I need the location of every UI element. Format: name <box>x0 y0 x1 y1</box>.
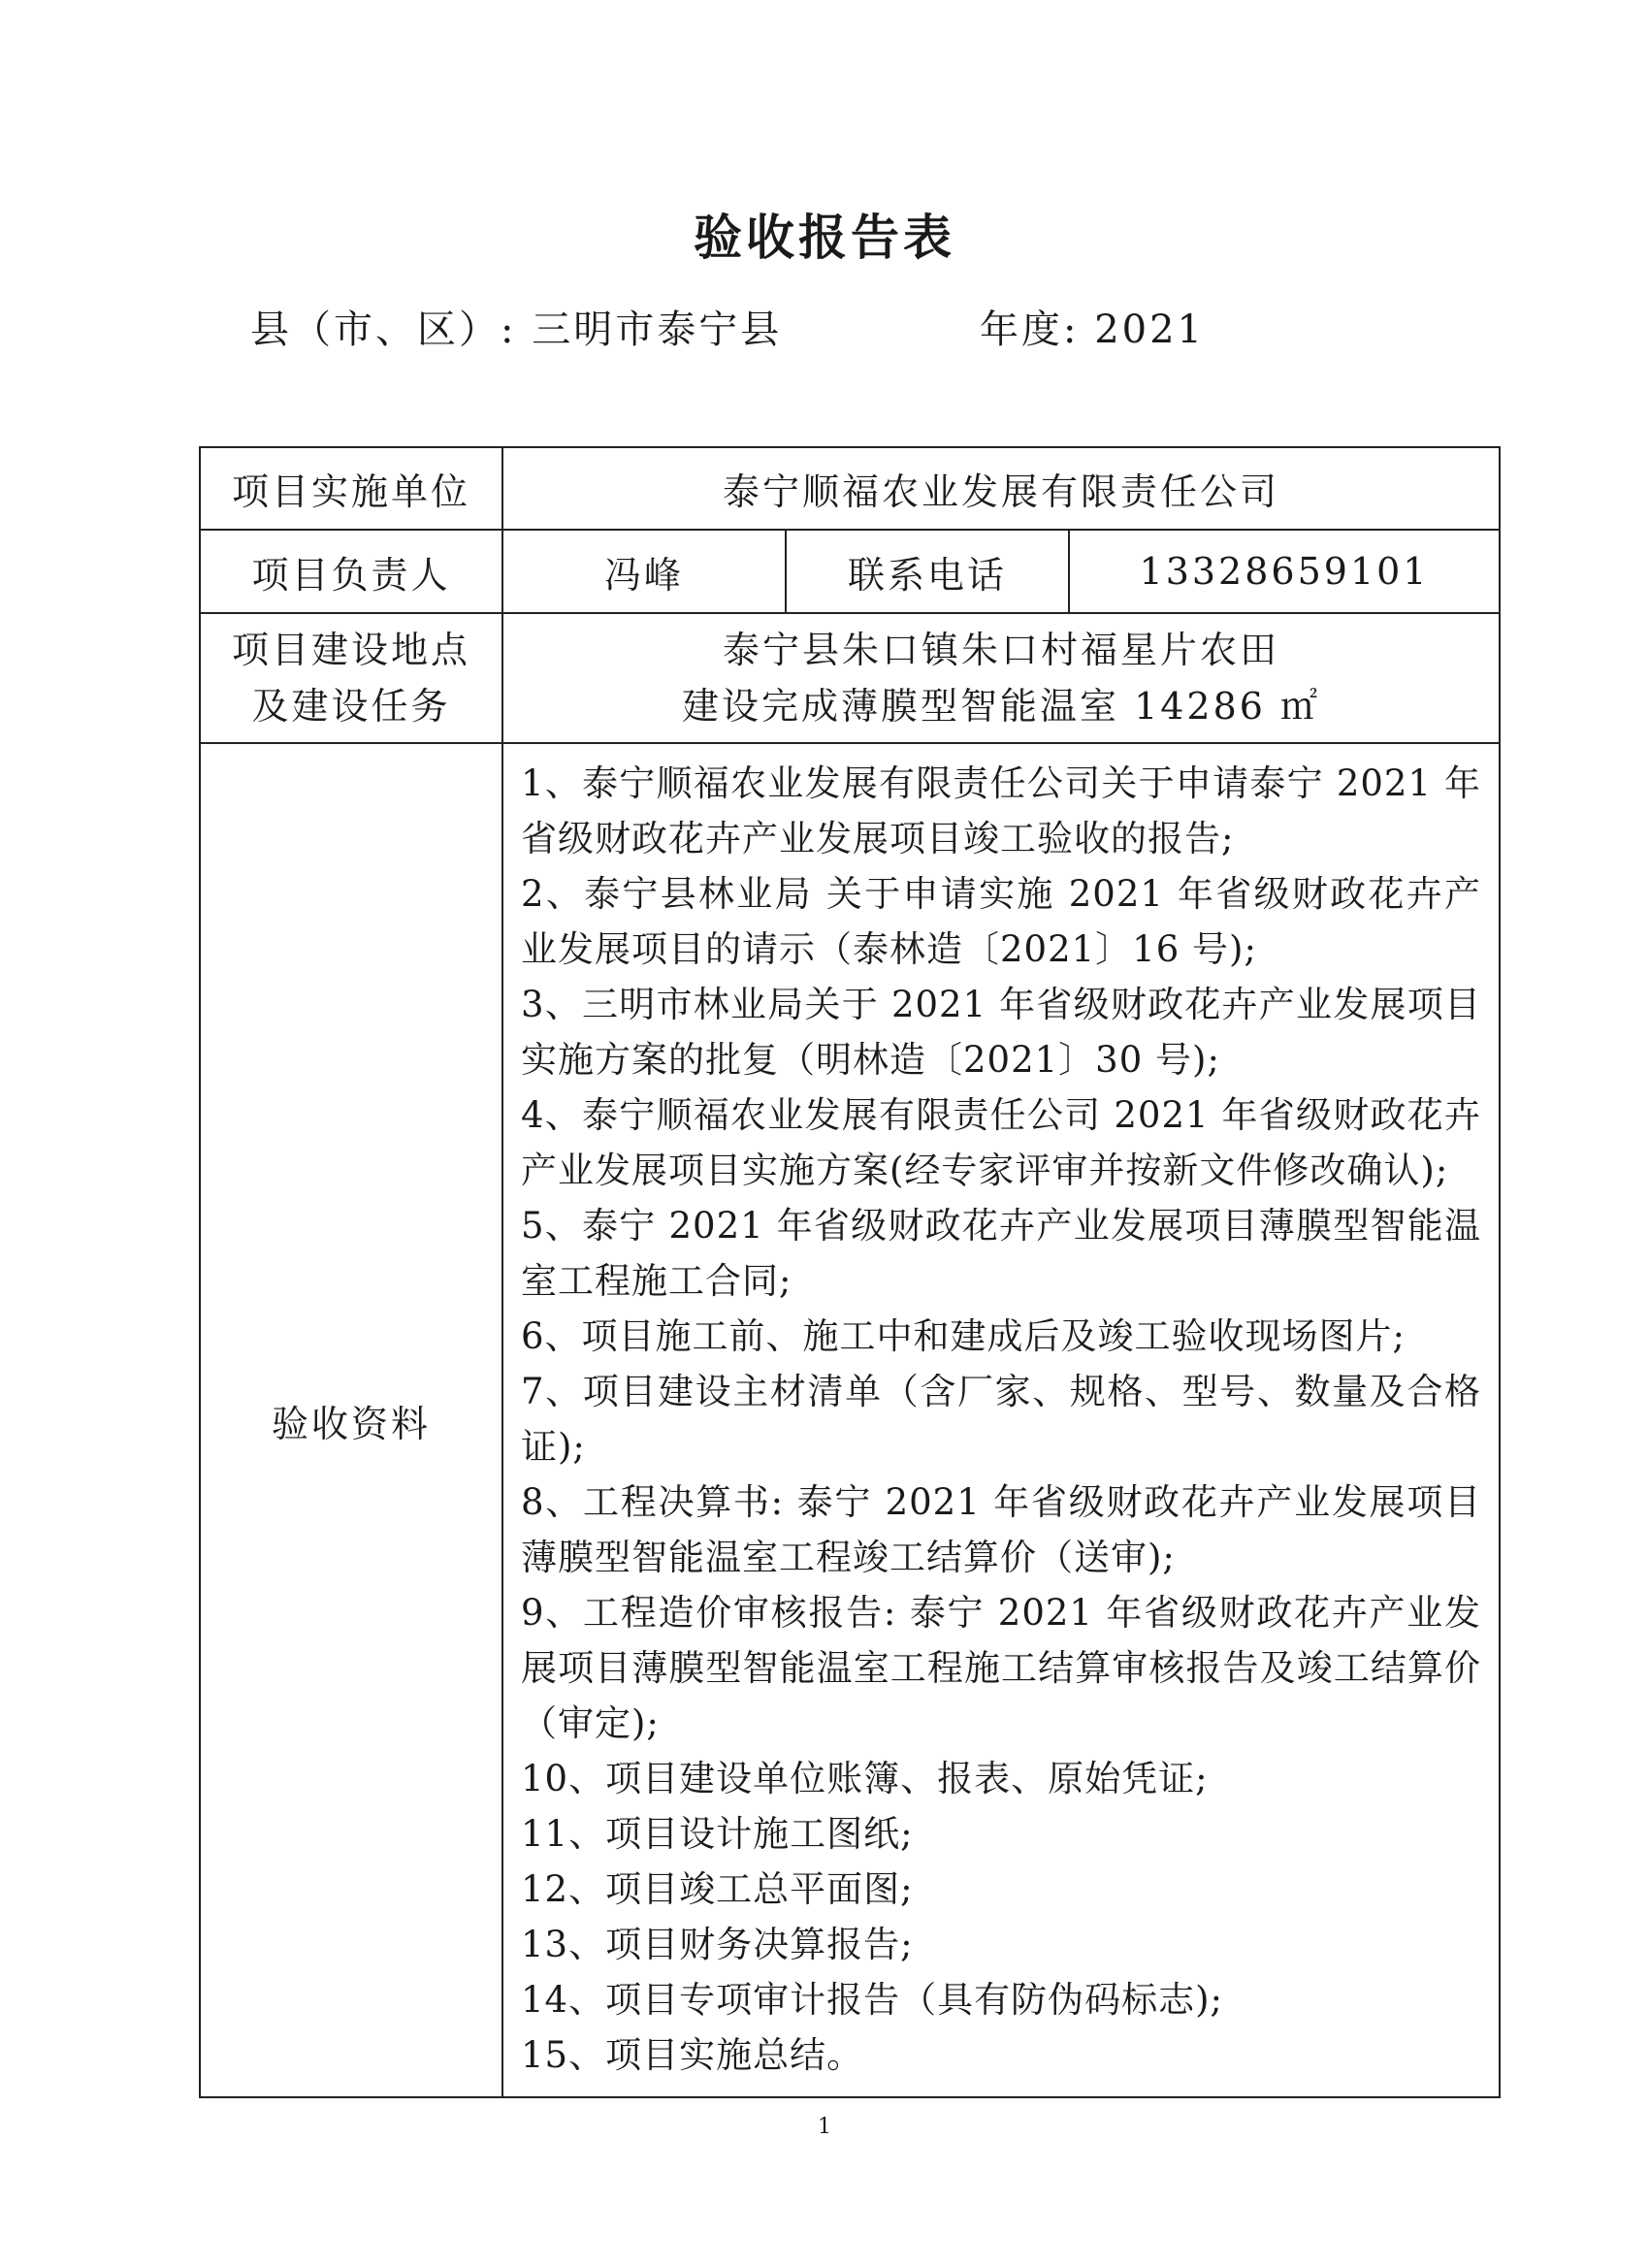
unit-value: 泰宁顺福农业发展有限责任公司 <box>502 447 1500 530</box>
page-title: 验收报告表 <box>694 209 955 266</box>
location-label <box>200 613 502 743</box>
year-label: 年度: <box>980 308 1080 352</box>
location-label-line2: 及建设任务 <box>251 685 451 728</box>
page-number: 1 <box>818 2115 831 2139</box>
year-value: 2021 <box>1094 308 1205 352</box>
material-item: 7、项目建设主材清单（含厂家、规格、型号、数量及合格证); <box>521 1371 1482 1468</box>
material-item: 13、项目财务决算报告; <box>521 1924 914 1965</box>
leader-value: 冯峰 <box>502 530 786 613</box>
county-value: 三明市泰宁县 <box>532 308 783 352</box>
material-item: 10、项目建设单位账簿、报表、原始凭证; <box>521 1758 1209 1799</box>
report-table <box>199 446 1501 2098</box>
material-item: 5、泰宁 2021 年省级财政花卉产业发展项目薄膜型智能温室工程施工合同; <box>521 1205 1482 1302</box>
location-value <box>502 613 1500 743</box>
material-item: 14、项目专项审计报告（具有防伪码标志); <box>521 1979 1223 2021</box>
material-item: 9、工程造价审核报告: 泰宁 2021 年省级财政花卉产业发展项目薄膜型智能温室工程施工结算审核报告及竣工结算价（审定); <box>521 1592 1482 1744</box>
materials-label: 验收资料 <box>200 743 502 2097</box>
material-item: 1、泰宁顺福农业发展有限责任公司关于申请泰宁 2021 年省级财政花卉产业发展项目竣工验收的报告; <box>521 762 1482 859</box>
county-line <box>250 299 782 354</box>
material-item: 2、泰宁县林业局 关于申请实施 2021 年省级财政花卉产业发展项目的请示（泰林造〔2021〕16 号); <box>521 873 1482 970</box>
row-unit <box>200 447 1500 530</box>
material-item: 4、泰宁顺福农业发展有限责任公司 2021 年省级财政花卉产业发展项目实施方案(经专家评审并按新文件修改确认); <box>521 1094 1482 1191</box>
material-item: 6、项目施工前、施工中和建成后及竣工验收现场图片; <box>521 1315 1406 1357</box>
materials-list <box>502 743 1500 2097</box>
phone-value: 13328659101 <box>1069 530 1500 613</box>
phone-label: 联系电话 <box>786 530 1069 613</box>
row-leader <box>200 530 1500 613</box>
leader-label: 项目负责人 <box>200 530 502 613</box>
material-item: 8、工程决算书: 泰宁 2021 年省级财政花卉产业发展项目薄膜型智能温室工程竣工结算价（送审); <box>521 1481 1482 1578</box>
row-materials <box>200 743 1500 2097</box>
location-label-line1: 项目建设地点 <box>231 629 470 671</box>
row-location <box>200 613 1500 743</box>
location-value-line1: 泰宁县朱口镇朱口村福星片农田 <box>723 629 1280 671</box>
location-value-line2: 建设完成薄膜型智能温室 14286 ㎡ <box>681 685 1321 728</box>
material-item: 11、项目设计施工图纸; <box>521 1813 914 1855</box>
material-item: 12、项目竣工总平面图; <box>521 1868 914 1910</box>
year-line <box>980 299 1205 354</box>
county-label: 县（市、区）: <box>250 308 517 352</box>
material-item: 15、项目实施总结。 <box>521 2034 864 2076</box>
material-item: 3、三明市林业局关于 2021 年省级财政花卉产业发展项目实施方案的批复（明林造〔2021〕30 号); <box>521 984 1482 1081</box>
unit-label: 项目实施单位 <box>200 447 502 530</box>
